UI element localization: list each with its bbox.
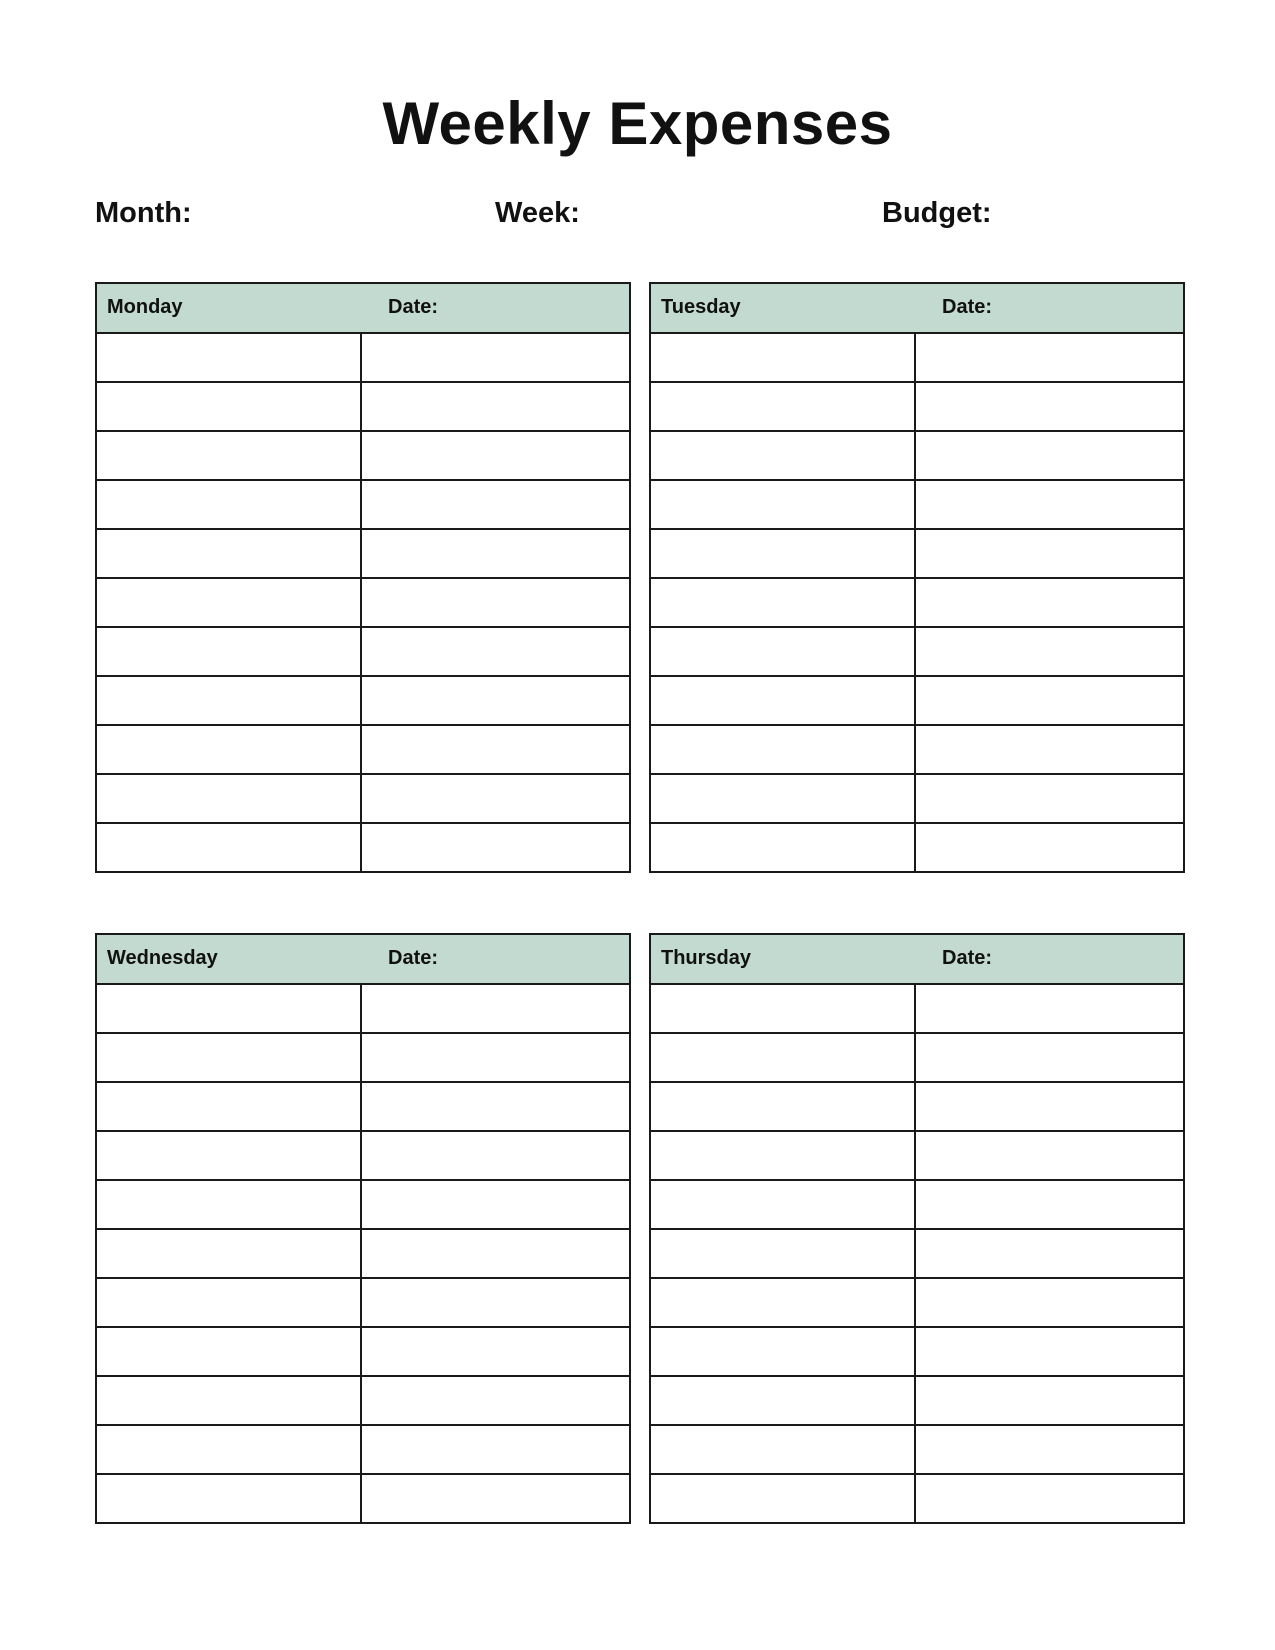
amount-cell[interactable] — [361, 823, 630, 872]
table-row — [96, 984, 630, 1033]
amount-cell[interactable] — [915, 1278, 1184, 1327]
monday-header — [96, 283, 630, 333]
item-cell[interactable] — [650, 1278, 915, 1327]
day-name: Monday — [107, 296, 183, 318]
item-cell[interactable] — [96, 1376, 361, 1425]
day-name: Tuesday — [661, 296, 741, 318]
table-row — [96, 529, 630, 578]
item-cell[interactable] — [650, 1327, 915, 1376]
table-row — [650, 529, 1184, 578]
table-row — [650, 1229, 1184, 1278]
item-cell[interactable] — [96, 774, 361, 823]
item-cell[interactable] — [650, 578, 915, 627]
date-label: Date: — [388, 296, 439, 318]
amount-cell[interactable] — [361, 676, 630, 725]
amount-cell[interactable] — [915, 676, 1184, 725]
table-row — [650, 984, 1184, 1033]
item-cell[interactable] — [96, 1425, 361, 1474]
item-cell[interactable] — [96, 1033, 361, 1082]
table-row — [96, 1327, 630, 1376]
table-row — [650, 1327, 1184, 1376]
amount-cell[interactable] — [915, 431, 1184, 480]
item-cell[interactable] — [96, 725, 361, 774]
amount-cell[interactable] — [361, 774, 630, 823]
date-label: Date: — [942, 947, 993, 969]
week-label: Week: — [495, 197, 580, 229]
amount-cell[interactable] — [361, 1425, 630, 1474]
table-row — [650, 382, 1184, 431]
table-row — [650, 1033, 1184, 1082]
table-row — [650, 725, 1184, 774]
wednesday-header — [96, 934, 630, 984]
item-cell[interactable] — [96, 333, 361, 382]
table-row — [96, 1229, 630, 1278]
thursday-rows — [650, 984, 1184, 1523]
item-cell[interactable] — [96, 578, 361, 627]
item-cell[interactable] — [650, 676, 915, 725]
table-row — [96, 1278, 630, 1327]
amount-cell[interactable] — [915, 1082, 1184, 1131]
item-cell[interactable] — [96, 823, 361, 872]
table-row — [650, 676, 1184, 725]
amount-cell[interactable] — [915, 1033, 1184, 1082]
day-name: Wednesday — [107, 947, 218, 969]
table-row — [650, 1131, 1184, 1180]
thursday-header — [650, 934, 1184, 984]
table-row — [96, 480, 630, 529]
day-name: Thursday — [661, 947, 752, 969]
amount-cell[interactable] — [915, 480, 1184, 529]
amount-cell[interactable] — [361, 431, 630, 480]
amount-cell[interactable] — [361, 1474, 630, 1523]
amount-cell[interactable] — [361, 984, 630, 1033]
table-row — [650, 333, 1184, 382]
amount-cell[interactable] — [915, 725, 1184, 774]
item-cell[interactable] — [650, 431, 915, 480]
amount-cell[interactable] — [361, 382, 630, 431]
table-row — [96, 725, 630, 774]
table-row — [650, 1474, 1184, 1523]
amount-cell[interactable] — [915, 1327, 1184, 1376]
tuesday-header — [650, 283, 1184, 333]
amount-cell[interactable] — [915, 823, 1184, 872]
date-label: Date: — [388, 947, 439, 969]
item-cell[interactable] — [96, 1180, 361, 1229]
table-row — [650, 774, 1184, 823]
amount-cell[interactable] — [915, 333, 1184, 382]
table-row — [650, 823, 1184, 872]
table-row — [96, 382, 630, 431]
item-cell[interactable] — [650, 984, 915, 1033]
amount-cell[interactable] — [915, 529, 1184, 578]
amount-cell[interactable] — [361, 1278, 630, 1327]
item-cell[interactable] — [96, 382, 361, 431]
table-row — [96, 1180, 630, 1229]
item-cell[interactable] — [96, 529, 361, 578]
item-cell[interactable] — [650, 1229, 915, 1278]
amount-cell[interactable] — [361, 1229, 630, 1278]
amount-cell[interactable] — [361, 1180, 630, 1229]
amount-cell[interactable] — [361, 529, 630, 578]
item-cell[interactable] — [650, 529, 915, 578]
amount-cell[interactable] — [915, 1229, 1184, 1278]
amount-cell[interactable] — [361, 627, 630, 676]
item-cell[interactable] — [96, 1278, 361, 1327]
amount-cell[interactable] — [361, 480, 630, 529]
table-row — [96, 1376, 630, 1425]
table-row — [96, 1082, 630, 1131]
date-label: Date: — [942, 296, 993, 318]
amount-cell[interactable] — [915, 984, 1184, 1033]
thursday-table — [649, 933, 1185, 1524]
amount-cell[interactable] — [915, 1131, 1184, 1180]
item-cell[interactable] — [650, 774, 915, 823]
item-cell[interactable] — [650, 480, 915, 529]
amount-cell[interactable] — [915, 382, 1184, 431]
table-row — [650, 431, 1184, 480]
item-cell[interactable] — [96, 1082, 361, 1131]
item-cell[interactable] — [96, 984, 361, 1033]
item-cell[interactable] — [650, 382, 915, 431]
budget-label: Budget: — [882, 197, 992, 229]
amount-cell[interactable] — [361, 578, 630, 627]
amount-cell[interactable] — [915, 1376, 1184, 1425]
item-cell[interactable] — [650, 627, 915, 676]
amount-cell[interactable] — [915, 578, 1184, 627]
item-cell[interactable] — [650, 1474, 915, 1523]
table-row — [96, 1474, 630, 1523]
item-cell[interactable] — [650, 1131, 915, 1180]
table-row — [96, 823, 630, 872]
monday-rows — [96, 333, 630, 872]
amount-cell[interactable] — [361, 725, 630, 774]
tuesday-rows — [650, 333, 1184, 872]
item-cell[interactable] — [96, 1474, 361, 1523]
amount-cell[interactable] — [361, 1082, 630, 1131]
amount-cell[interactable] — [915, 627, 1184, 676]
item-cell[interactable] — [650, 1033, 915, 1082]
table-row — [650, 1278, 1184, 1327]
month-label: Month: — [95, 197, 192, 229]
amount-cell[interactable] — [361, 333, 630, 382]
table-row — [650, 1425, 1184, 1474]
item-cell[interactable] — [96, 1327, 361, 1376]
table-row — [96, 676, 630, 725]
table-row — [650, 578, 1184, 627]
item-cell[interactable] — [650, 823, 915, 872]
amount-cell[interactable] — [361, 1376, 630, 1425]
wednesday-table — [95, 933, 631, 1524]
wednesday-rows — [96, 984, 630, 1523]
item-cell[interactable] — [96, 627, 361, 676]
table-row — [96, 1425, 630, 1474]
item-cell[interactable] — [650, 1376, 915, 1425]
item-cell[interactable] — [650, 1180, 915, 1229]
item-cell[interactable] — [650, 333, 915, 382]
amount-cell[interactable] — [915, 774, 1184, 823]
item-cell[interactable] — [96, 676, 361, 725]
item-cell[interactable] — [96, 1229, 361, 1278]
amount-cell[interactable] — [361, 1131, 630, 1180]
table-row — [96, 1131, 630, 1180]
table-row — [650, 1180, 1184, 1229]
item-cell[interactable] — [650, 725, 915, 774]
amount-cell[interactable] — [915, 1425, 1184, 1474]
item-cell[interactable] — [96, 1131, 361, 1180]
table-row — [96, 774, 630, 823]
amount-cell[interactable] — [361, 1033, 630, 1082]
table-row — [650, 480, 1184, 529]
table-row — [96, 578, 630, 627]
amount-cell[interactable] — [915, 1474, 1184, 1523]
table-row — [96, 333, 630, 382]
item-cell[interactable] — [96, 431, 361, 480]
item-cell[interactable] — [650, 1082, 915, 1131]
amount-cell[interactable] — [915, 1180, 1184, 1229]
table-row — [650, 1082, 1184, 1131]
page-title: Weekly Expenses — [382, 90, 893, 157]
monday-table — [95, 282, 631, 873]
table-row — [650, 1376, 1184, 1425]
table-row — [96, 627, 630, 676]
table-row — [650, 627, 1184, 676]
amount-cell[interactable] — [361, 1327, 630, 1376]
table-row — [96, 1033, 630, 1082]
item-cell[interactable] — [650, 1425, 915, 1474]
item-cell[interactable] — [96, 480, 361, 529]
table-row — [96, 431, 630, 480]
tuesday-table — [649, 282, 1185, 873]
